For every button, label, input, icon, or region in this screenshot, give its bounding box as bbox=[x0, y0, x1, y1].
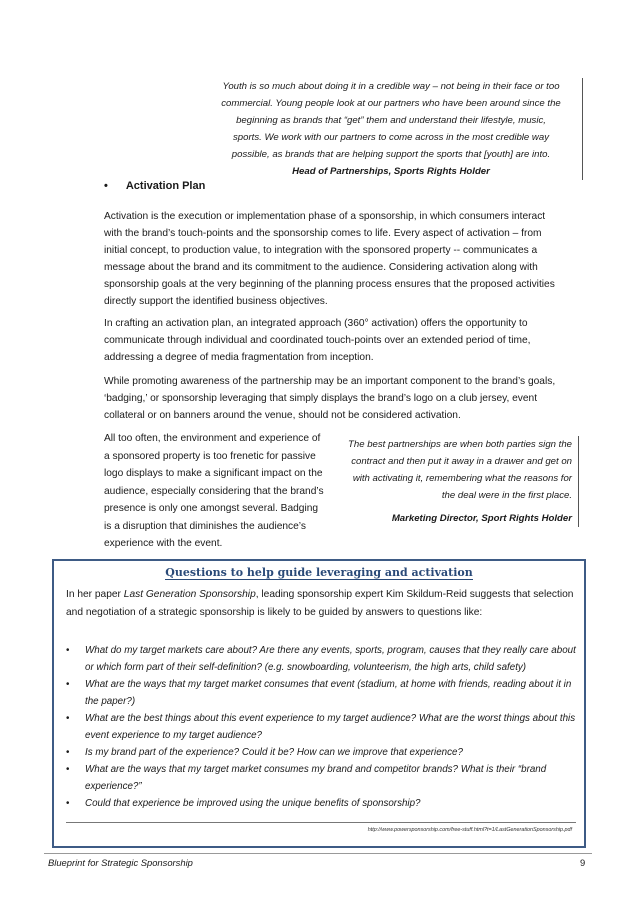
footer-divider bbox=[44, 853, 592, 854]
quote-line: commercial. Young people look at our partners who have been around since the bbox=[221, 98, 561, 109]
list-item: • What are the ways that my target market consumes that event (stadium, at home with friends, reading about it in the paper?) bbox=[66, 676, 576, 710]
quote-attribution: Head of Partnerships, Sports Rights Holder bbox=[292, 166, 490, 177]
quote-line: contract and then put it away in a drawer and get on bbox=[351, 456, 572, 467]
quote-line: the deal were in the first place. bbox=[441, 490, 572, 501]
narrow-paragraph: All too often, the environment and experience of a sponsored property is too frenetic for passive logo displays to make a significant impact on the audience, especially considering that the brand’s presence is only one amongst several. Badging is a disruption that diminishes the audience’s experience with the event. bbox=[104, 433, 324, 549]
box-title: Questions to help guide leveraging and activation bbox=[165, 566, 473, 579]
source-divider bbox=[66, 822, 576, 823]
quote-line: possible, as brands that are helping support the sports that [youth] are into. bbox=[231, 149, 551, 160]
quote-line: The best partnerships are when both parties sign the bbox=[348, 439, 572, 450]
paper-title: Last Generation Sponsorship bbox=[123, 589, 256, 600]
section-heading bbox=[104, 180, 205, 192]
questions-list bbox=[66, 642, 576, 812]
list-item: • Could that experience be improved using the unique benefits of sponsorship? bbox=[66, 795, 576, 812]
box-intro: In her paper Last Generation Sponsorship, leading sponsorship expert Kim Skildum-Reid suggests that selection and negotiation of a strategic sponsorship is likely to be guided by answers to questions like: bbox=[66, 589, 574, 618]
side-pull-quote bbox=[336, 436, 579, 527]
list-item: • What do my target markets care about? Are there any events, sports, program, causes that they really care about or which form part of their self-definition? (e.g. snowboarding, volunteerism, the high arts, child safety) bbox=[66, 642, 576, 676]
quote-attribution: Marketing Director, Sport Rights Holder bbox=[391, 513, 572, 524]
body-paragraph: Activation is the execution or implementation phase of a sponsorship, in which consumers interact with the brand’s touch-points and the sponsorship comes to life. Every aspect of activation – from initial concept, to production value, to integration with the sponsored property -- communicates a message about the brand and its commitment to the audience. Considering activation along with sponsorship goals at the very beginning of the planning process ensures that the proposed activities directly support the identified business objectives. bbox=[104, 211, 555, 307]
list-item: • Is my brand part of the experience? Could it be? How can we improve that experience? bbox=[66, 744, 576, 761]
bullet-icon: • bbox=[66, 679, 70, 690]
quote-line: beginning as brands that “get” them and understand their lifestyle, music, bbox=[236, 115, 546, 126]
list-item: • What are the best things about this event experience to my target audience? What are the worst things about this event experience to my target audience? bbox=[66, 710, 576, 744]
section-heading-text: Activation Plan bbox=[125, 180, 206, 192]
source-link[interactable]: http://www.powersponsorship.com/free-stuff.html?t=1/LastGenerationSponsorship.pdf bbox=[367, 827, 572, 833]
bullet-icon: • bbox=[66, 798, 70, 809]
bullet-icon: • bbox=[104, 180, 108, 192]
footer-title: Blueprint for Strategic Sponsorship bbox=[48, 857, 193, 868]
bullet-icon: • bbox=[66, 645, 70, 656]
quote-line: sports. We work with our partners to come across in the most credible way bbox=[232, 132, 549, 143]
body-paragraph: In crafting an activation plan, an integrated approach (360° activation) offers the opportunity to communicate through individual and coordinated touch-points over an extended period of time, addressing a degree of media fragmentation from inception. bbox=[104, 318, 531, 363]
list-item: • What are the ways that my target market consumes my brand and competitor brands? What is their “brand experience?” bbox=[66, 761, 576, 795]
bullet-icon: • bbox=[66, 747, 70, 758]
top-pull-quote bbox=[206, 78, 583, 180]
quote-line: Youth is so much about doing it in a credible way – not being in their face or too bbox=[222, 81, 560, 92]
quote-line: with activating it, remembering what the reasons for bbox=[352, 473, 572, 484]
page-number: 9 bbox=[580, 857, 586, 868]
bullet-icon: • bbox=[66, 764, 70, 775]
bullet-icon: • bbox=[66, 713, 70, 724]
body-paragraph: While promoting awareness of the partnership may be an important component to the brand’s goals, ‘badging,’ or sponsorship leveraging that simply displays the brand’s logo on a club jersey, event collateral or on banners around the venue, should not be considered activation. bbox=[104, 376, 556, 421]
